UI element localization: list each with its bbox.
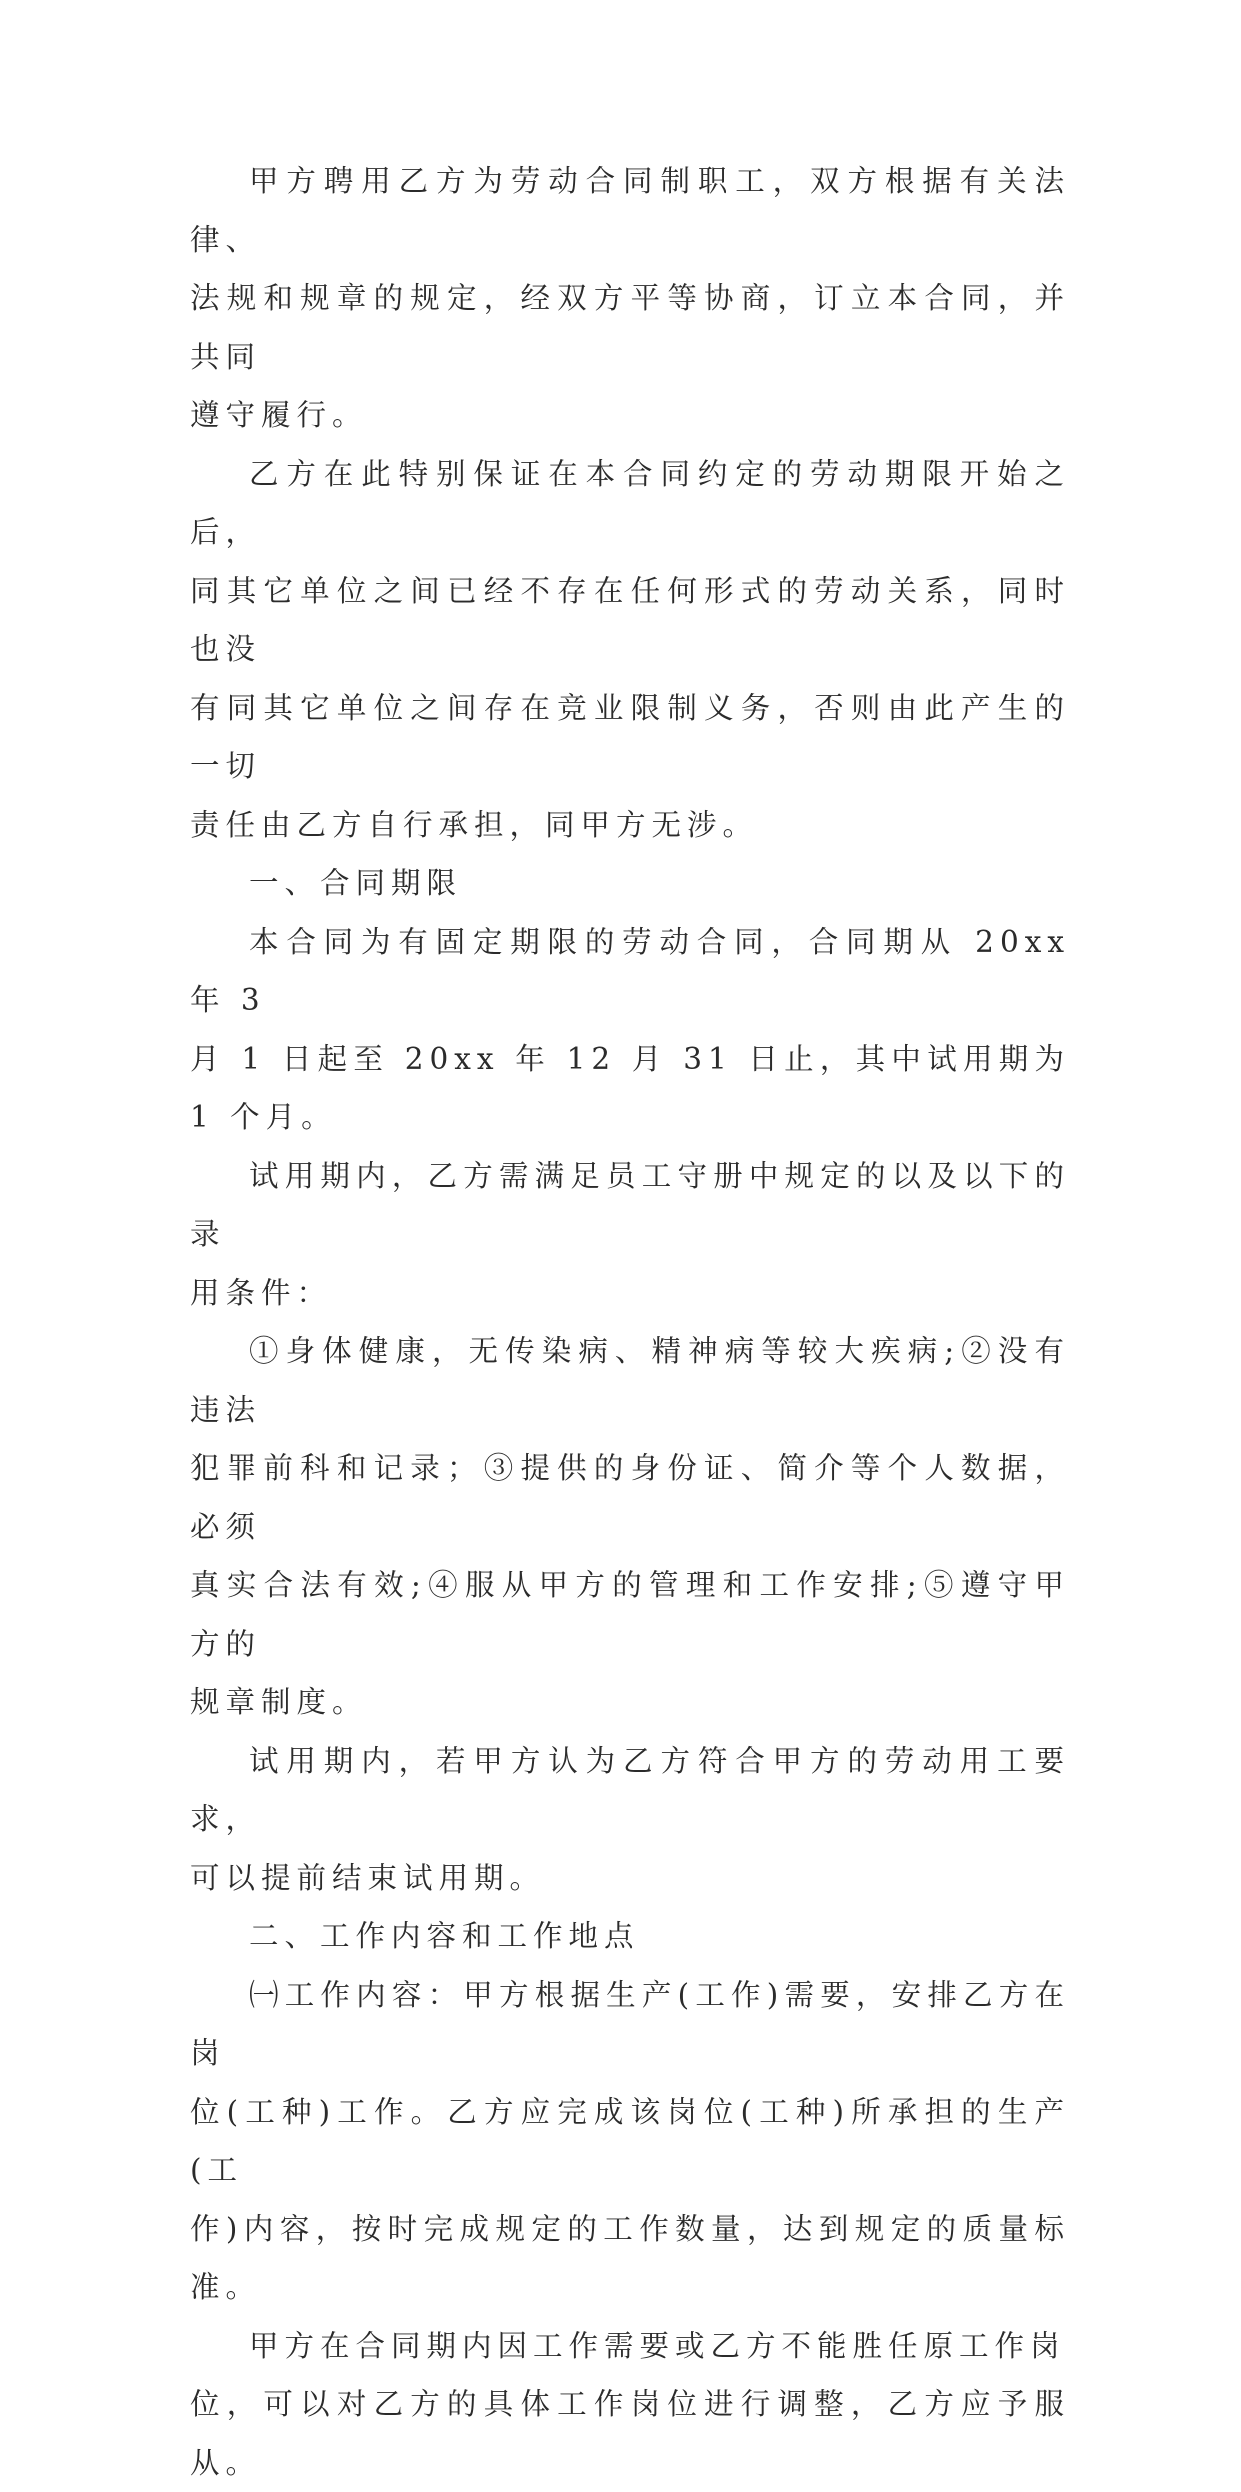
text-line: 用条件：	[190, 1264, 1070, 1323]
paragraph-early-termination	[190, 1732, 1070, 1908]
text-line: 甲方聘用乙方为劳动合同制职工，双方根据有关法律、	[190, 152, 1070, 269]
text-line: ㈠工作内容：甲方根据生产(工作)需要，安排乙方在岗	[190, 1966, 1070, 2083]
paragraph-position-adjustment	[190, 2317, 1070, 2492]
paragraph-employment-intro	[190, 152, 1070, 445]
text-line: 犯罪前科和记录；③提供的身份证、简介等个人数据，必须	[190, 1439, 1070, 1556]
text-line: 遵守履行。	[190, 386, 1070, 445]
text-line: 一、合同期限	[190, 854, 1070, 913]
text-line: 作)内容，按时完成规定的工作数量，达到规定的质量标准。	[190, 2200, 1070, 2317]
text-line: 试用期内，乙方需满足员工守册中规定的以及以下的录	[190, 1147, 1070, 1264]
text-line: 位(工种)工作。乙方应完成该岗位(工种)所承担的生产(工	[190, 2083, 1070, 2200]
text-line: 责任由乙方自行承担，同甲方无涉。	[190, 796, 1070, 855]
section-heading-work-content	[190, 1907, 1070, 1966]
text-line: 可以提前结束试用期。	[190, 1849, 1070, 1908]
paragraph-contract-period	[190, 913, 1070, 1147]
paragraph-work-content	[190, 1966, 1070, 2317]
contract-body	[190, 152, 1070, 2492]
text-line: 位，可以对乙方的具体工作岗位进行调整，乙方应予服从。	[190, 2375, 1070, 2492]
paragraph-condition-list	[190, 1322, 1070, 1732]
text-line: 法规和规章的规定，经双方平等协商，订立本合同，并共同	[190, 269, 1070, 386]
text-line: 二、工作内容和工作地点	[190, 1907, 1070, 1966]
text-line: 甲方在合同期内因工作需要或乙方不能胜任原工作岗	[190, 2317, 1070, 2376]
text-line: 本合同为有固定期限的劳动合同，合同期从 20xx 年 3	[190, 913, 1070, 1030]
text-line: 试用期内，若甲方认为乙方符合甲方的劳动用工要求，	[190, 1732, 1070, 1849]
text-line: 乙方在此特别保证在本合同约定的劳动期限开始之后，	[190, 445, 1070, 562]
text-line: 规章制度。	[190, 1673, 1070, 1732]
text-line: 同其它单位之间已经不存在任何形式的劳动关系，同时也没	[190, 562, 1070, 679]
section-heading-contract-term	[190, 854, 1070, 913]
text-line: 真实合法有效;④服从甲方的管理和工作安排;⑤遵守甲方的	[190, 1556, 1070, 1673]
text-line: ①身体健康，无传染病、精神病等较大疾病;②没有违法	[190, 1322, 1070, 1439]
paragraph-probation-conditions	[190, 1147, 1070, 1323]
text-line: 有同其它单位之间存在竞业限制义务，否则由此产生的一切	[190, 679, 1070, 796]
paragraph-guarantee	[190, 445, 1070, 855]
text-line: 月 1 日起至 20xx 年 12 月 31 日止，其中试用期为 1 个月。	[190, 1030, 1070, 1147]
